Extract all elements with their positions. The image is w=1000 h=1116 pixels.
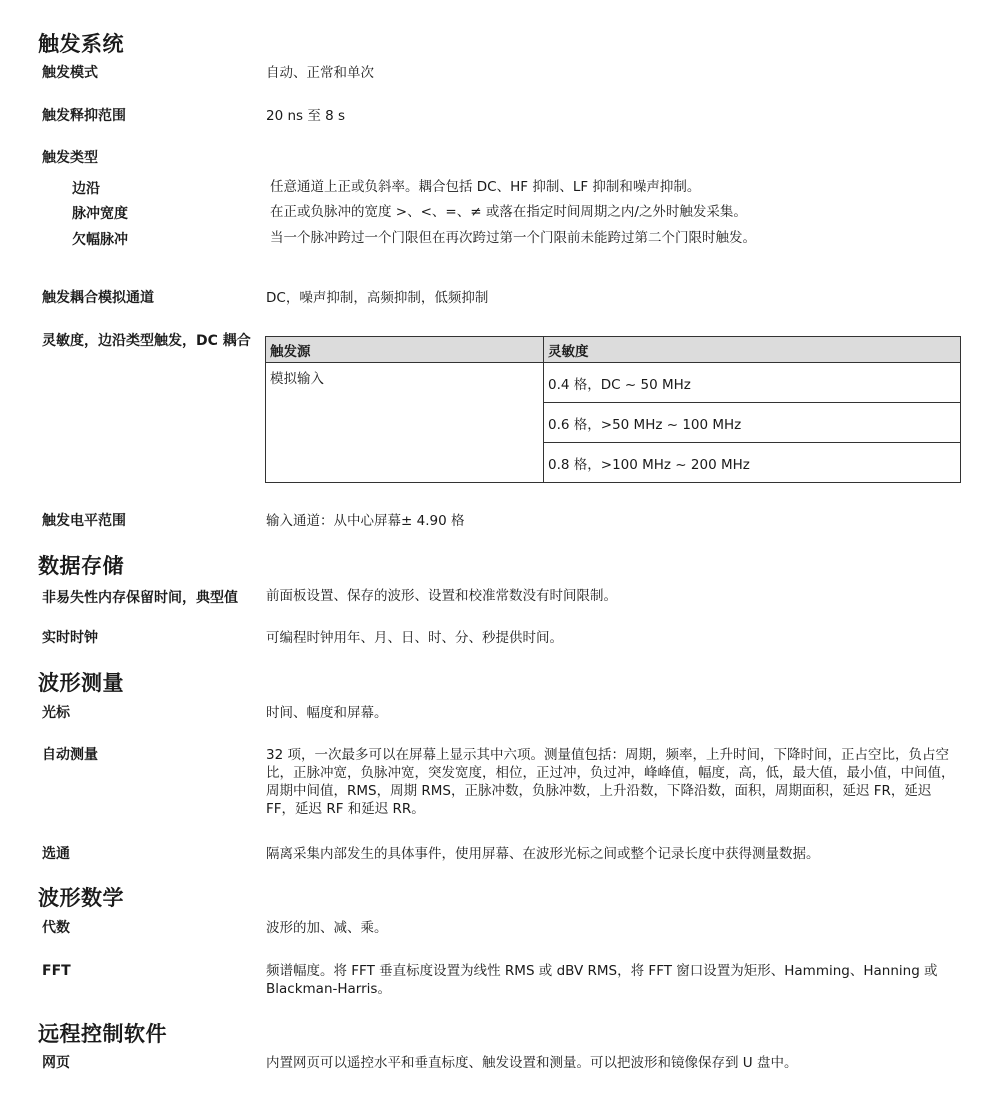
storage-retention-value: 前面板设置、保存的波形、设置和校准常数没有时间限制。	[266, 588, 617, 604]
trigger-coupling-label: 触发耦合模拟通道	[42, 290, 154, 306]
trigger-holdoff-label: 触发释抑范围	[42, 108, 126, 124]
trigger-type-edge-label: 边沿	[72, 181, 100, 197]
storage-clock-value: 可编程时钟用年、月、日、时、分、秒提供时间。	[266, 630, 563, 646]
sensitivity-label: 灵敏度，边沿类型触发，DC 耦合	[42, 333, 251, 349]
table-header-sensitivity: 灵敏度	[544, 337, 961, 363]
trigger-type-edge-value: 任意通道上正或负斜率。耦合包括 DC、HF 抑制、LF 抑制和噪声抑制。	[270, 179, 701, 195]
table-header-source: 触发源	[266, 337, 544, 363]
trigger-mode-label: 触发模式	[42, 65, 98, 81]
section-title-math: 波形数学	[38, 886, 124, 910]
trigger-type-pulse-value: 在正或负脉冲的宽度 >、<、=、≠ 或落在指定时间周期之内/之外时触发采集。	[270, 204, 747, 220]
math-algebra-label: 代数	[42, 920, 70, 936]
measurement-gating-value: 隔离采集内部发生的具体事件，使用屏幕、在波形光标之间或整个记录长度中获得测量数据。	[266, 846, 820, 862]
sensitivity-table	[265, 336, 961, 483]
trigger-level-label: 触发电平范围	[42, 513, 126, 529]
trigger-holdoff-value: 20 ns 至 8 s	[266, 108, 346, 124]
trigger-type-pulse-label: 脉冲宽度	[72, 206, 128, 222]
trigger-type-runt-value: 当一个脉冲跨过一个门限但在再次跨过第一个门限前未能跨过第二个门限时触发。	[270, 230, 756, 246]
table-cell-sensitivity: 0.8 格，>100 MHz ~ 200 MHz	[544, 443, 961, 483]
section-title-storage: 数据存储	[38, 554, 124, 578]
section-title-measurement: 波形测量	[38, 671, 124, 695]
trigger-mode-value: 自动、正常和单次	[266, 65, 374, 81]
storage-retention-label: 非易失性内存保留时间，典型值	[42, 590, 238, 606]
storage-clock-label: 实时时钟	[42, 630, 98, 646]
table-row	[266, 363, 961, 403]
measurement-auto-value: 32 项，一次最多可以在屏幕上显示其中六项。测量值包括：周期，频率，上升时间，下降时间，正占空比，负占空比，正脉冲宽，负脉冲宽，突发宽度，相位，正过冲，负过冲，峰峰值，幅度，高，低，最大值，最小值，中间值，周期中间值，RMS，周期 RMS，正脉冲数，负脉冲数，上升沿数，下降沿数，面积，周期面积，延迟 FR，延迟 FF，延迟 RF 和延迟 RR。	[266, 747, 955, 817]
section-title-remote: 远程控制软件	[38, 1022, 167, 1046]
trigger-types-label: 触发类型	[42, 150, 98, 166]
trigger-level-value: 输入通道：从中心屏幕± 4.90 格	[266, 513, 465, 529]
table-cell-source: 模拟输入	[266, 363, 544, 483]
table-header-row	[266, 337, 961, 363]
math-fft-label: FFT	[42, 963, 71, 979]
math-fft-value: 频谱幅度。将 FFT 垂直标度设置为线性 RMS 或 dBV RMS，将 FFT 窗口设置为矩形、Hamming、Hanning 或 Blackman-Harris。	[266, 963, 938, 997]
measurement-cursor-label: 光标	[42, 705, 70, 721]
math-algebra-value: 波形的加、减、乘。	[266, 920, 388, 936]
section-title-trigger: 触发系统	[38, 32, 124, 56]
measurement-gating-label: 选通	[42, 846, 70, 862]
remote-web-value: 内置网页可以遥控水平和垂直标度、触发设置和测量。可以把波形和镜像保存到 U 盘中。	[266, 1055, 798, 1071]
remote-web-label: 网页	[42, 1055, 70, 1071]
measurement-cursor-value: 时间、幅度和屏幕。	[266, 705, 388, 721]
table-cell-sensitivity: 0.6 格，>50 MHz ~ 100 MHz	[544, 403, 961, 443]
trigger-type-runt-label: 欠幅脉冲	[72, 232, 128, 248]
trigger-coupling-value: DC，噪声抑制，高频抑制，低频抑制	[266, 290, 489, 306]
table-cell-sensitivity: 0.4 格，DC ~ 50 MHz	[544, 363, 961, 403]
measurement-auto-label: 自动测量	[42, 747, 98, 763]
